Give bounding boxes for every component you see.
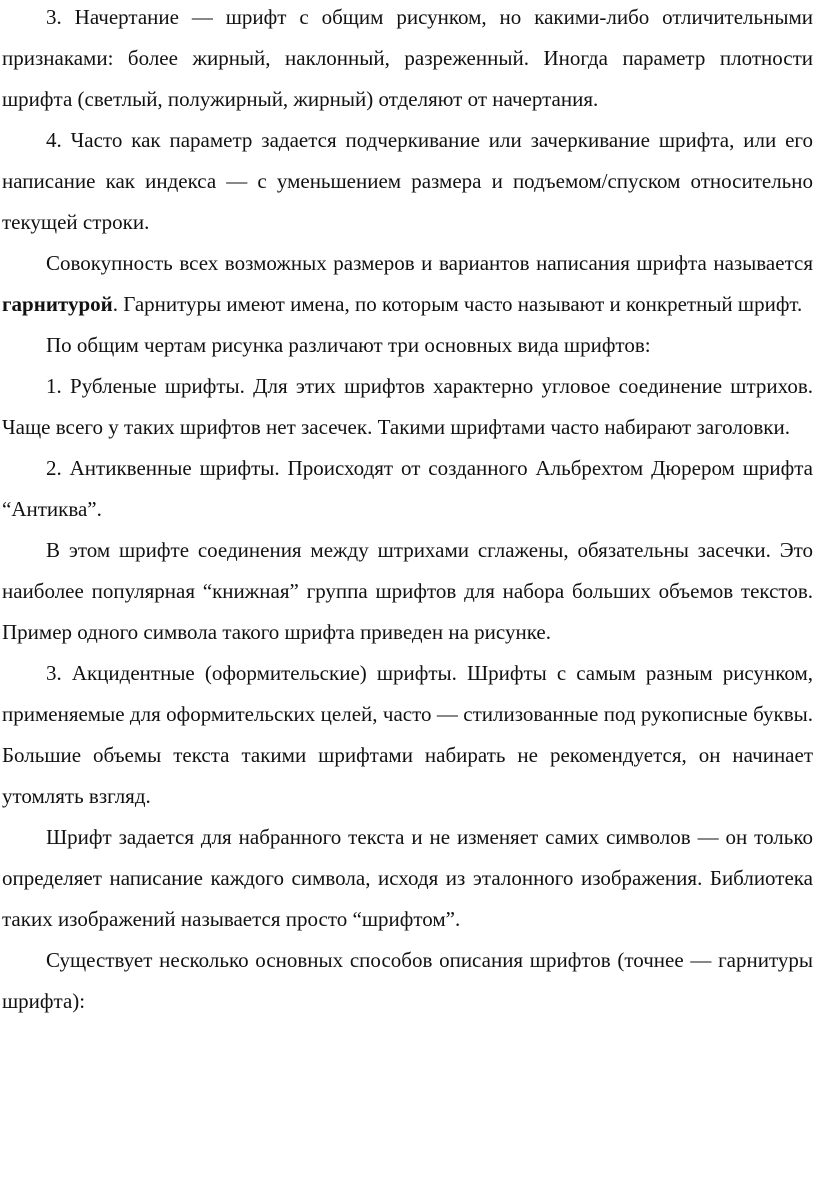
paragraph-sans-serif-fonts: 1. Рубленые шрифты. Для этих шрифтов характерно угловое соединение штрихов. Чаще всего у таких шрифтов нет засечек. Такими шрифтами часто набирают заголовки. xyxy=(2,374,813,439)
paragraph-antiqua-fonts: 2. Антиквенные шрифты. Происходят от созданного Альбрехтом Дюрером шрифта “Антиква”. xyxy=(2,456,813,521)
paragraph-underline-strikethrough: 4. Часто как параметр задается подчеркивание или зачеркивание шрифта, или его написание как индекса — с уменьшением размера и подъемом/спуском относительно текущей строки. xyxy=(2,128,813,234)
paragraph-description-methods: Существует несколько основных способов описания шрифтов (точнее — гарнитуры шрифта): xyxy=(2,948,813,1013)
paragraph-text-after-term: . Гарнитуры имеют имена, по которым часто называют и конкретный шрифт. xyxy=(112,292,803,316)
paragraph-text-before-term: Совокупность всех возможных размеров и вариантов написания шрифта называется xyxy=(46,251,813,275)
bold-term-garnitura: гарнитурой xyxy=(2,292,113,316)
paragraph-antiqua-description: В этом шрифте соединения между штрихами сглажены, обязательны засечки. Это наиболее популярная “книжная” группа шрифтов для набора больших объемов текстов. Пример одного символа такого шрифта приведен на рисунке. xyxy=(2,538,813,644)
paragraph-typeface-family xyxy=(2,243,813,325)
paragraph-typeface-style: 3. Начертание — шрифт с общим рисунком, но какими-либо отличительными признаками: более жирный, наклонный, разреженный. Иногда параметр плотности шрифта (светлый, полужирный, жирный) отделяют от начертания. xyxy=(2,5,813,111)
paragraph-font-types-intro: По общим чертам рисунка различают три основных вида шрифтов: xyxy=(46,333,651,357)
paragraph-font-definition: Шрифт задается для набранного текста и не изменяет самих символов — он только определяет написание каждого символа, исходя из эталонного изображения. Библиотека таких изображений называется просто “шрифтом”. xyxy=(2,825,813,931)
paragraph-display-fonts: 3. Акцидентные (оформительские) шрифты. Шрифты с самым разным рисунком, применяемые для оформительских целей, часто — стилизованные под рукописные буквы. Большие объемы текста такими шрифтами набирать не рекомендуется, он начинает утомлять взгляд. xyxy=(2,661,813,808)
